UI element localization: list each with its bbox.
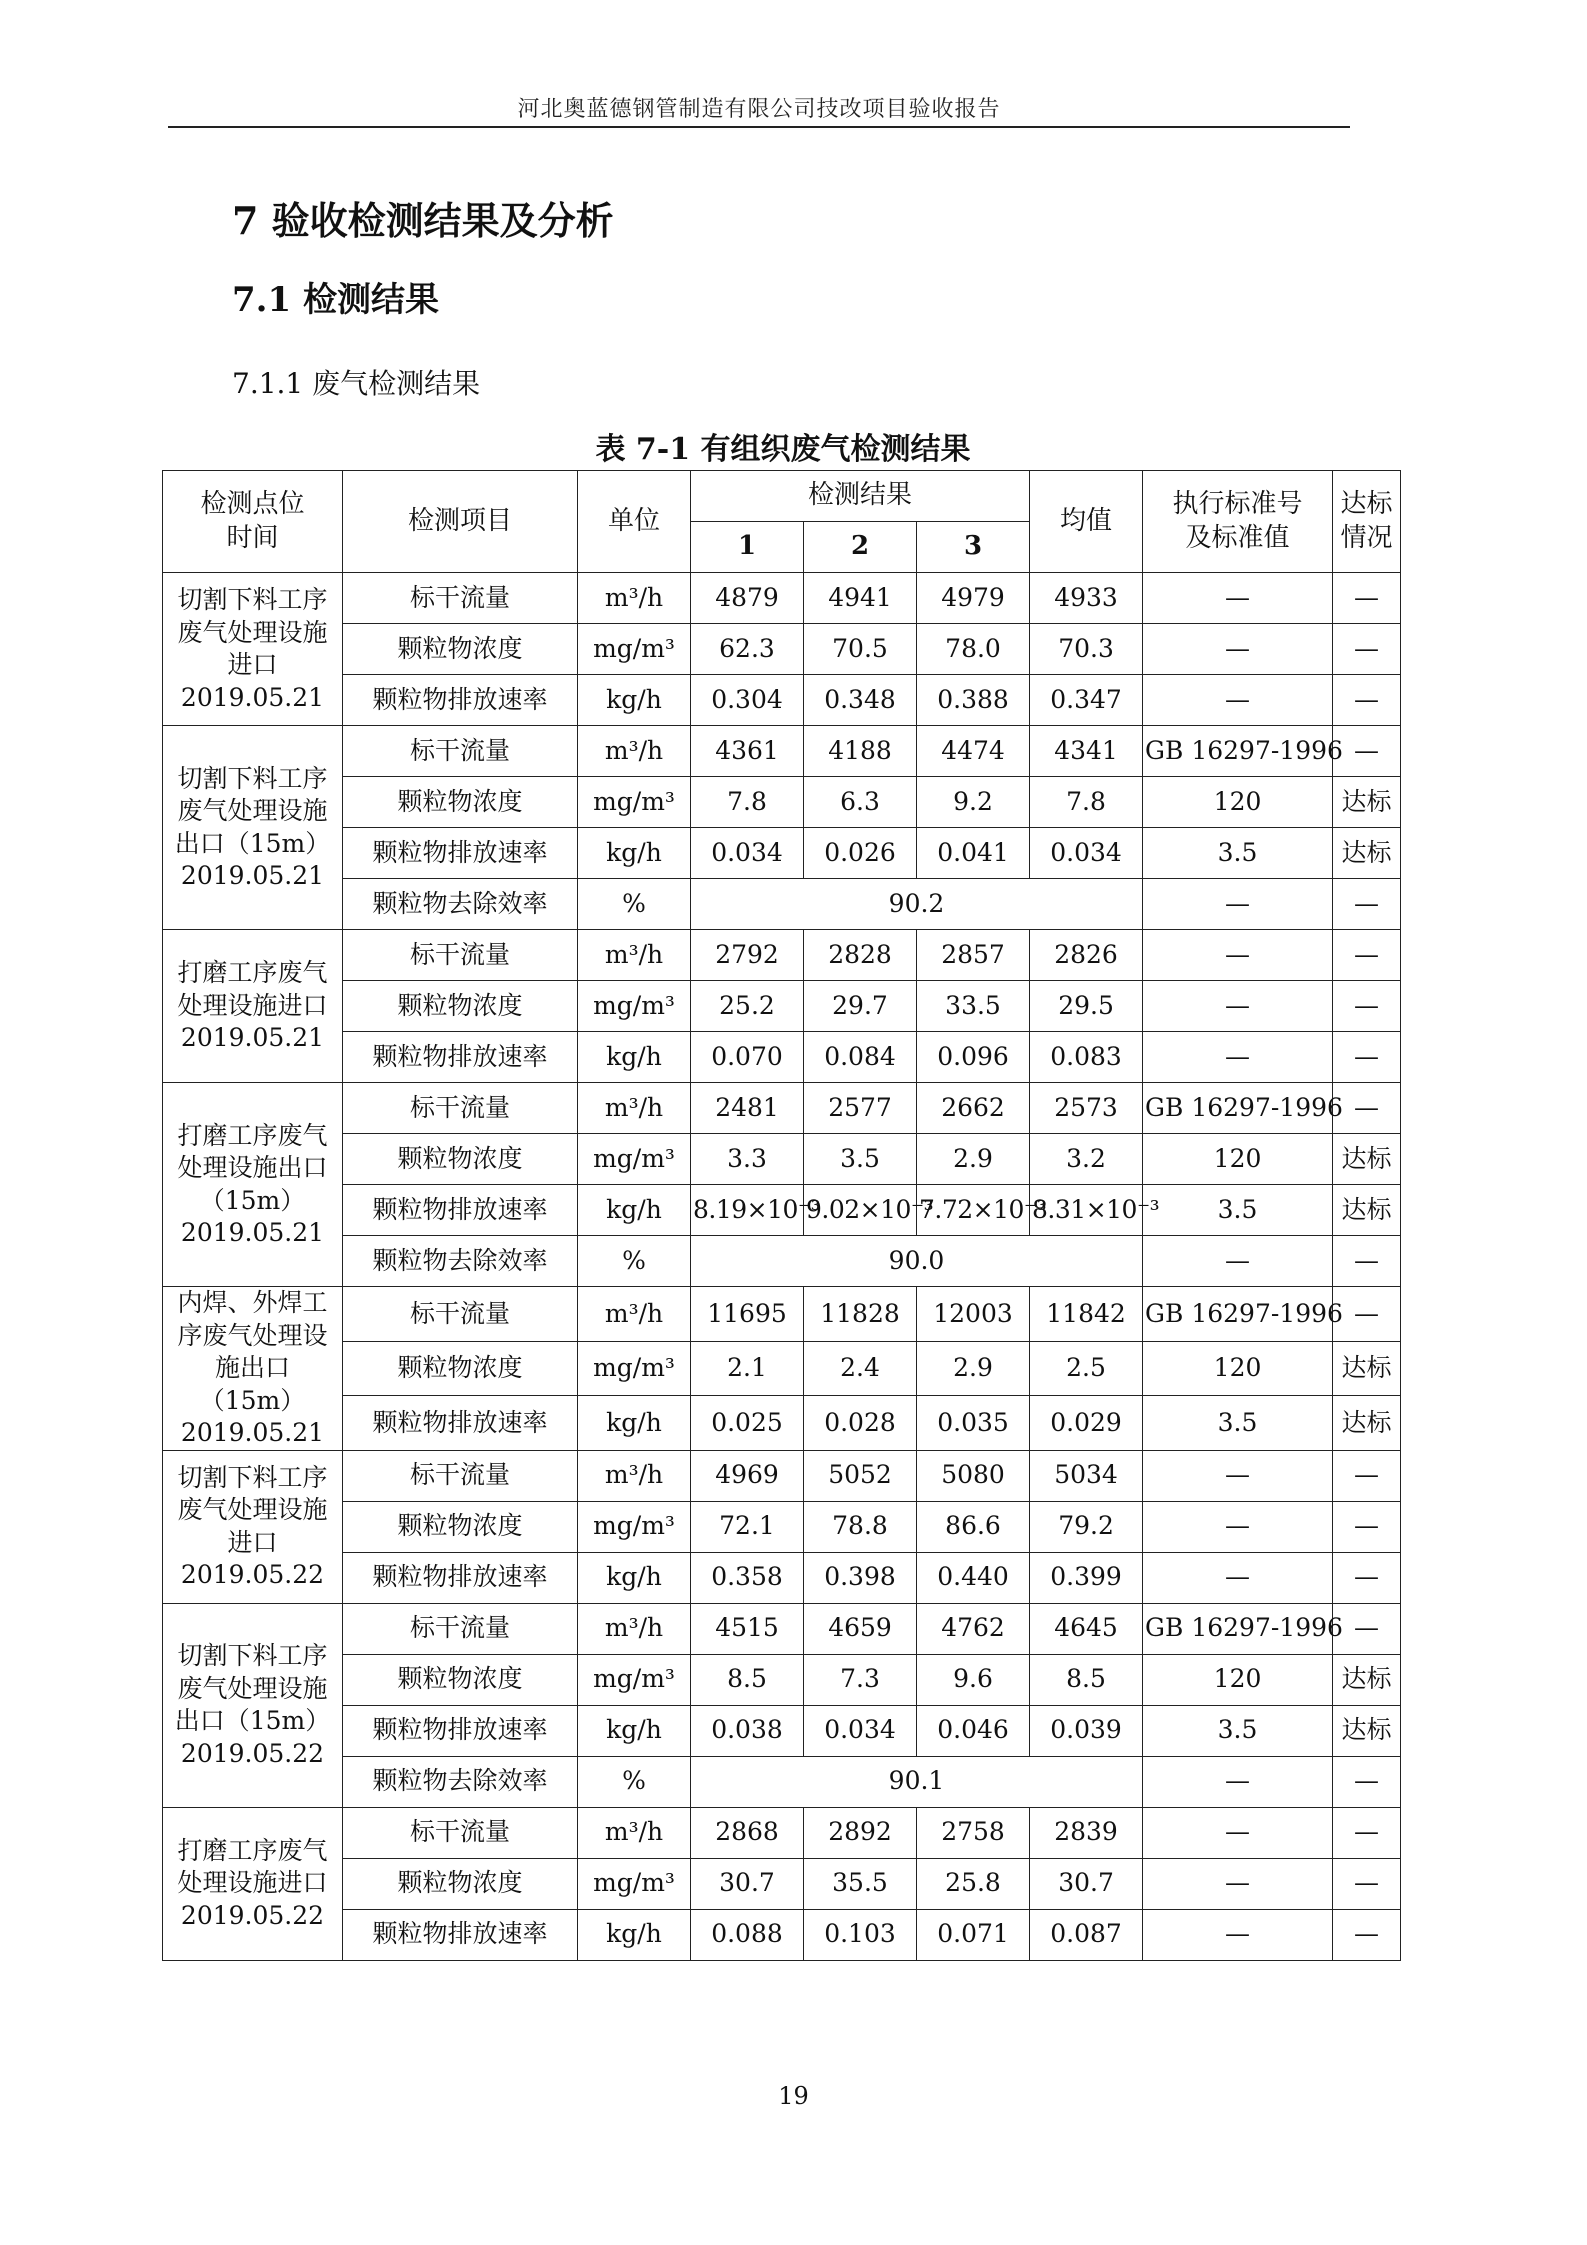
- item-cell: 标干流量: [343, 1083, 578, 1134]
- header-standard: 执行标准号 及标准值: [1143, 471, 1333, 573]
- status-cell: —: [1333, 624, 1401, 675]
- result-3-cell: 78.0: [917, 624, 1030, 675]
- unit-cell: %: [578, 879, 691, 930]
- status-cell: —: [1333, 1083, 1401, 1134]
- status-cell: —: [1333, 1909, 1401, 1960]
- item-cell: 颗粒物浓度: [343, 981, 578, 1032]
- result-2-cell: 6.3: [804, 777, 917, 828]
- table-row: [163, 1603, 1401, 1654]
- result-1-cell: 4969: [691, 1450, 804, 1501]
- unit-cell: kg/h: [578, 1705, 691, 1756]
- unit-cell: kg/h: [578, 1185, 691, 1236]
- item-cell: 标干流量: [343, 930, 578, 981]
- result-1-cell: 8.19×10⁻³: [691, 1185, 804, 1236]
- item-cell: 颗粒物浓度: [343, 1858, 578, 1909]
- header-result-2: 2: [804, 522, 917, 573]
- table-row: [163, 1858, 1401, 1909]
- unit-cell: mg/m³: [578, 981, 691, 1032]
- table-row: [163, 1287, 1401, 1342]
- status-cell: —: [1333, 981, 1401, 1032]
- result-2-cell: 0.026: [804, 828, 917, 879]
- unit-cell: kg/h: [578, 828, 691, 879]
- result-3-cell: 25.8: [917, 1858, 1030, 1909]
- table-row: [163, 573, 1401, 624]
- mean-cell: 5034: [1030, 1450, 1143, 1501]
- status-cell: 达标: [1333, 1134, 1401, 1185]
- result-2-cell: 3.5: [804, 1134, 917, 1185]
- standard-cell: —: [1143, 1756, 1333, 1807]
- unit-cell: mg/m³: [578, 1654, 691, 1705]
- status-cell: —: [1333, 1756, 1401, 1807]
- unit-cell: %: [578, 1756, 691, 1807]
- table-row: [163, 1501, 1401, 1552]
- unit-cell: mg/m³: [578, 1341, 691, 1396]
- unit-cell: m³/h: [578, 726, 691, 777]
- result-1-cell: 0.070: [691, 1032, 804, 1083]
- mean-cell: 0.347: [1030, 675, 1143, 726]
- result-1-cell: 7.8: [691, 777, 804, 828]
- result-3-cell: 4762: [917, 1603, 1030, 1654]
- unit-cell: kg/h: [578, 1552, 691, 1603]
- item-cell: 颗粒物浓度: [343, 1501, 578, 1552]
- table-row: [163, 1236, 1401, 1287]
- status-cell: —: [1333, 1858, 1401, 1909]
- unit-cell: m³/h: [578, 930, 691, 981]
- result-2-cell: 29.7: [804, 981, 917, 1032]
- result-2-cell: 11828: [804, 1287, 917, 1342]
- result-2-cell: 7.3: [804, 1654, 917, 1705]
- status-cell: 达标: [1333, 1654, 1401, 1705]
- mean-cell: 70.3: [1030, 624, 1143, 675]
- unit-cell: mg/m³: [578, 624, 691, 675]
- table-row: [163, 828, 1401, 879]
- result-2-cell: 4188: [804, 726, 917, 777]
- standard-cell: GB 16297-1996: [1143, 1603, 1333, 1654]
- standard-cell: —: [1143, 573, 1333, 624]
- status-cell: —: [1333, 1032, 1401, 1083]
- result-1-cell: 62.3: [691, 624, 804, 675]
- table-row: [163, 1909, 1401, 1960]
- result-3-cell: 0.046: [917, 1705, 1030, 1756]
- result-2-cell: 2892: [804, 1807, 917, 1858]
- location-cell: 切割下料工序 废气处理设施 进口 2019.05.22: [163, 1450, 343, 1603]
- table-row: [163, 1552, 1401, 1603]
- result-2-cell: 9.02×10⁻³: [804, 1185, 917, 1236]
- item-cell: 标干流量: [343, 1450, 578, 1501]
- unit-cell: m³/h: [578, 1603, 691, 1654]
- status-cell: —: [1333, 675, 1401, 726]
- table-row: [163, 726, 1401, 777]
- table-row: [163, 1396, 1401, 1451]
- standard-cell: 120: [1143, 1341, 1333, 1396]
- running-header: 河北奥蓝德钢管制造有限公司技改项目验收报告: [517, 97, 1001, 122]
- item-cell: 标干流量: [343, 726, 578, 777]
- item-cell: 颗粒物排放速率: [343, 1185, 578, 1236]
- unit-cell: mg/m³: [578, 777, 691, 828]
- emissions-table: [162, 470, 1401, 1961]
- standard-cell: 3.5: [1143, 1705, 1333, 1756]
- subsection-heading: 7.1 检测结果: [232, 280, 439, 320]
- mean-cell: 29.5: [1030, 981, 1143, 1032]
- result-2-cell: 4659: [804, 1603, 917, 1654]
- item-cell: 标干流量: [343, 1603, 578, 1654]
- result-1-cell: 0.038: [691, 1705, 804, 1756]
- item-cell: 标干流量: [343, 1807, 578, 1858]
- result-3-cell: 2662: [917, 1083, 1030, 1134]
- status-cell: —: [1333, 930, 1401, 981]
- result-3-cell: 4474: [917, 726, 1030, 777]
- result-3-cell: 9.2: [917, 777, 1030, 828]
- result-3-cell: 12003: [917, 1287, 1030, 1342]
- table-row: [163, 624, 1401, 675]
- standard-cell: GB 16297-1996: [1143, 726, 1333, 777]
- unit-cell: mg/m³: [578, 1134, 691, 1185]
- result-3-cell: 2758: [917, 1807, 1030, 1858]
- standard-cell: 120: [1143, 1134, 1333, 1185]
- result-3-cell: 0.035: [917, 1396, 1030, 1451]
- efficiency-value-cell: 90.0: [691, 1236, 1143, 1287]
- result-2-cell: 0.028: [804, 1396, 917, 1451]
- result-1-cell: 4361: [691, 726, 804, 777]
- result-3-cell: 33.5: [917, 981, 1030, 1032]
- status-cell: —: [1333, 1287, 1401, 1342]
- result-3-cell: 4979: [917, 573, 1030, 624]
- unit-cell: m³/h: [578, 1287, 691, 1342]
- result-2-cell: 35.5: [804, 1858, 917, 1909]
- result-1-cell: 72.1: [691, 1501, 804, 1552]
- standard-cell: —: [1143, 1552, 1333, 1603]
- item-cell: 颗粒物去除效率: [343, 879, 578, 930]
- item-cell: 颗粒物排放速率: [343, 1705, 578, 1756]
- mean-cell: 8.31×10⁻³: [1030, 1185, 1143, 1236]
- standard-cell: —: [1143, 879, 1333, 930]
- mean-cell: 8.5: [1030, 1654, 1143, 1705]
- result-2-cell: 0.398: [804, 1552, 917, 1603]
- mean-cell: 30.7: [1030, 1858, 1143, 1909]
- unit-cell: m³/h: [578, 1450, 691, 1501]
- standard-cell: —: [1143, 1909, 1333, 1960]
- location-cell: 内焊、外焊工 序废气处理设 施出口（15m） 2019.05.21: [163, 1287, 343, 1451]
- result-2-cell: 70.5: [804, 624, 917, 675]
- table-row: [163, 1450, 1401, 1501]
- table-row: [163, 777, 1401, 828]
- result-1-cell: 2481: [691, 1083, 804, 1134]
- mean-cell: 2.5: [1030, 1341, 1143, 1396]
- table-row: [163, 1654, 1401, 1705]
- status-cell: —: [1333, 1236, 1401, 1287]
- header-mean: 均值: [1030, 471, 1143, 573]
- result-2-cell: 0.034: [804, 1705, 917, 1756]
- result-3-cell: 2857: [917, 930, 1030, 981]
- standard-cell: 3.5: [1143, 1185, 1333, 1236]
- standard-cell: 120: [1143, 777, 1333, 828]
- result-1-cell: 0.304: [691, 675, 804, 726]
- mean-cell: 11842: [1030, 1287, 1143, 1342]
- result-2-cell: 0.348: [804, 675, 917, 726]
- location-cell: 打磨工序废气 处理设施进口 2019.05.21: [163, 930, 343, 1083]
- unit-cell: m³/h: [578, 1083, 691, 1134]
- status-cell: —: [1333, 1450, 1401, 1501]
- item-cell: 颗粒物浓度: [343, 777, 578, 828]
- standard-cell: —: [1143, 930, 1333, 981]
- status-cell: —: [1333, 573, 1401, 624]
- subsubsection-heading: 7.1.1 废气检测结果: [232, 367, 481, 400]
- header-unit: 单位: [578, 471, 691, 573]
- result-3-cell: 0.440: [917, 1552, 1030, 1603]
- unit-cell: mg/m³: [578, 1501, 691, 1552]
- mean-cell: 0.083: [1030, 1032, 1143, 1083]
- result-1-cell: 2792: [691, 930, 804, 981]
- result-1-cell: 11695: [691, 1287, 804, 1342]
- location-cell: 打磨工序废气 处理设施进口 2019.05.22: [163, 1807, 343, 1960]
- status-cell: 达标: [1333, 777, 1401, 828]
- item-cell: 颗粒物排放速率: [343, 675, 578, 726]
- efficiency-value-cell: 90.2: [691, 879, 1143, 930]
- result-1-cell: 2.1: [691, 1341, 804, 1396]
- item-cell: 颗粒物去除效率: [343, 1236, 578, 1287]
- standard-cell: 3.5: [1143, 828, 1333, 879]
- result-3-cell: 86.6: [917, 1501, 1030, 1552]
- location-cell: 切割下料工序 废气处理设施 进口 2019.05.21: [163, 573, 343, 726]
- unit-cell: m³/h: [578, 573, 691, 624]
- header-status: 达标 情况: [1333, 471, 1401, 573]
- standard-cell: 120: [1143, 1654, 1333, 1705]
- status-cell: 达标: [1333, 1396, 1401, 1451]
- table-row: [163, 1134, 1401, 1185]
- item-cell: 颗粒物排放速率: [343, 1396, 578, 1451]
- table-row: [163, 1756, 1401, 1807]
- result-1-cell: 2868: [691, 1807, 804, 1858]
- result-2-cell: 2577: [804, 1083, 917, 1134]
- table-row: [163, 1807, 1401, 1858]
- item-cell: 标干流量: [343, 573, 578, 624]
- result-1-cell: 25.2: [691, 981, 804, 1032]
- table-row: [163, 1341, 1401, 1396]
- result-2-cell: 78.8: [804, 1501, 917, 1552]
- mean-cell: 4341: [1030, 726, 1143, 777]
- header-rule: [168, 126, 1350, 128]
- table-row: [163, 930, 1401, 981]
- mean-cell: 0.399: [1030, 1552, 1143, 1603]
- mean-cell: 2839: [1030, 1807, 1143, 1858]
- unit-cell: m³/h: [578, 1807, 691, 1858]
- header-item: 检测项目: [343, 471, 578, 573]
- table-row: [163, 981, 1401, 1032]
- result-2-cell: 4941: [804, 573, 917, 624]
- status-cell: 达标: [1333, 1341, 1401, 1396]
- standard-cell: —: [1143, 1807, 1333, 1858]
- result-1-cell: 0.088: [691, 1909, 804, 1960]
- standard-cell: —: [1143, 675, 1333, 726]
- mean-cell: 0.039: [1030, 1705, 1143, 1756]
- standard-cell: 3.5: [1143, 1396, 1333, 1451]
- result-2-cell: 2.4: [804, 1341, 917, 1396]
- mean-cell: 79.2: [1030, 1501, 1143, 1552]
- mean-cell: 4933: [1030, 573, 1143, 624]
- header-result-3: 3: [917, 522, 1030, 573]
- mean-cell: 4645: [1030, 1603, 1143, 1654]
- table-row: [163, 1185, 1401, 1236]
- section-heading: 7 验收检测结果及分析: [232, 198, 614, 243]
- standard-cell: GB 16297-1996: [1143, 1083, 1333, 1134]
- mean-cell: 0.087: [1030, 1909, 1143, 1960]
- result-1-cell: 3.3: [691, 1134, 804, 1185]
- result-1-cell: 0.025: [691, 1396, 804, 1451]
- item-cell: 颗粒物排放速率: [343, 1032, 578, 1083]
- unit-cell: mg/m³: [578, 1858, 691, 1909]
- result-1-cell: 4879: [691, 573, 804, 624]
- header-result-1: 1: [691, 522, 804, 573]
- status-cell: 达标: [1333, 1705, 1401, 1756]
- item-cell: 颗粒物浓度: [343, 1654, 578, 1705]
- item-cell: 颗粒物浓度: [343, 1134, 578, 1185]
- result-3-cell: 0.071: [917, 1909, 1030, 1960]
- result-1-cell: 0.358: [691, 1552, 804, 1603]
- result-1-cell: 0.034: [691, 828, 804, 879]
- header-location: 检测点位 时间: [163, 471, 343, 573]
- mean-cell: 0.029: [1030, 1396, 1143, 1451]
- status-cell: —: [1333, 1603, 1401, 1654]
- result-2-cell: 5052: [804, 1450, 917, 1501]
- standard-cell: —: [1143, 1032, 1333, 1083]
- table-row: [163, 1705, 1401, 1756]
- status-cell: —: [1333, 1807, 1401, 1858]
- standard-cell: —: [1143, 981, 1333, 1032]
- location-cell: 切割下料工序 废气处理设施 出口（15m） 2019.05.22: [163, 1603, 343, 1807]
- result-3-cell: 7.72×10⁻³: [917, 1185, 1030, 1236]
- result-2-cell: 0.103: [804, 1909, 917, 1960]
- unit-cell: kg/h: [578, 1909, 691, 1960]
- mean-cell: 3.2: [1030, 1134, 1143, 1185]
- status-cell: —: [1333, 879, 1401, 930]
- unit-cell: kg/h: [578, 1032, 691, 1083]
- item-cell: 颗粒物去除效率: [343, 1756, 578, 1807]
- result-3-cell: 9.6: [917, 1654, 1030, 1705]
- result-3-cell: 2.9: [917, 1341, 1030, 1396]
- mean-cell: 2573: [1030, 1083, 1143, 1134]
- item-cell: 颗粒物排放速率: [343, 1552, 578, 1603]
- result-3-cell: 0.096: [917, 1032, 1030, 1083]
- item-cell: 颗粒物排放速率: [343, 1909, 578, 1960]
- item-cell: 颗粒物浓度: [343, 624, 578, 675]
- table-row: [163, 1083, 1401, 1134]
- standard-cell: —: [1143, 1236, 1333, 1287]
- result-3-cell: 5080: [917, 1450, 1030, 1501]
- status-cell: —: [1333, 1501, 1401, 1552]
- page-number: 19: [778, 2082, 809, 2110]
- result-1-cell: 30.7: [691, 1858, 804, 1909]
- table-row: [163, 879, 1401, 930]
- result-2-cell: 0.084: [804, 1032, 917, 1083]
- standard-cell: —: [1143, 624, 1333, 675]
- table-row: [163, 1032, 1401, 1083]
- result-2-cell: 2828: [804, 930, 917, 981]
- location-cell: 打磨工序废气 处理设施出口 （15m） 2019.05.21: [163, 1083, 343, 1287]
- efficiency-value-cell: 90.1: [691, 1756, 1143, 1807]
- standard-cell: —: [1143, 1501, 1333, 1552]
- mean-cell: 0.034: [1030, 828, 1143, 879]
- result-1-cell: 8.5: [691, 1654, 804, 1705]
- unit-cell: kg/h: [578, 1396, 691, 1451]
- mean-cell: 2826: [1030, 930, 1143, 981]
- result-3-cell: 0.041: [917, 828, 1030, 879]
- standard-cell: —: [1143, 1450, 1333, 1501]
- standard-cell: GB 16297-1996: [1143, 1287, 1333, 1342]
- result-1-cell: 4515: [691, 1603, 804, 1654]
- status-cell: 达标: [1333, 1185, 1401, 1236]
- status-cell: —: [1333, 726, 1401, 777]
- table-caption: 表 7-1 有组织废气检测结果: [595, 432, 971, 467]
- header-results: 检测结果: [691, 471, 1030, 522]
- result-3-cell: 0.388: [917, 675, 1030, 726]
- location-cell: 切割下料工序 废气处理设施 出口（15m） 2019.05.21: [163, 726, 343, 930]
- unit-cell: %: [578, 1236, 691, 1287]
- item-cell: 颗粒物排放速率: [343, 828, 578, 879]
- item-cell: 颗粒物浓度: [343, 1341, 578, 1396]
- unit-cell: kg/h: [578, 675, 691, 726]
- status-cell: 达标: [1333, 828, 1401, 879]
- status-cell: —: [1333, 1552, 1401, 1603]
- standard-cell: —: [1143, 1858, 1333, 1909]
- item-cell: 标干流量: [343, 1287, 578, 1342]
- result-3-cell: 2.9: [917, 1134, 1030, 1185]
- table-row: [163, 675, 1401, 726]
- mean-cell: 7.8: [1030, 777, 1143, 828]
